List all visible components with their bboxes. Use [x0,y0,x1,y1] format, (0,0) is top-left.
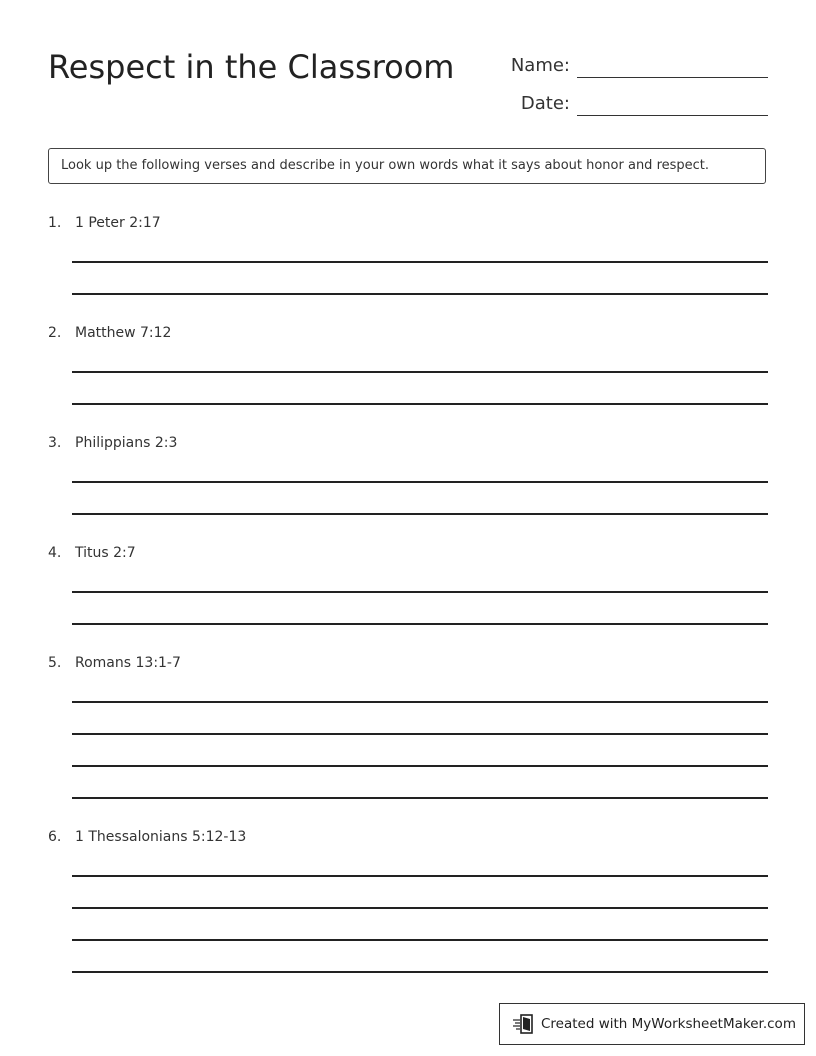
question-number: 4. [48,545,62,561]
date-label: Date: [520,93,570,114]
question-text: Philippians 2:3 [75,435,178,451]
question-2 [48,325,768,410]
footer-credit [499,1003,805,1045]
question-number: 3. [48,435,62,451]
answer-line[interactable] [72,971,768,973]
instructions-box: Look up the following verses and describe in your own words what it says about honor and respect. [48,148,766,184]
answer-line[interactable] [72,907,768,909]
answer-line[interactable] [72,403,768,405]
question-3 [48,435,768,520]
footer-text: Created with MyWorksheetMaker.com [541,1016,796,1032]
answer-line[interactable] [72,481,768,483]
question-number: 6. [48,829,62,845]
question-1 [48,215,768,300]
answer-line[interactable] [72,875,768,877]
answer-line[interactable] [72,765,768,767]
question-number: 1. [48,215,62,231]
question-6 [48,829,768,979]
worksheet-maker-logo-icon [512,1012,536,1036]
question-4 [48,545,768,630]
page-title: Respect in the Classroom [48,48,455,86]
answer-line[interactable] [72,591,768,593]
name-field[interactable] [500,48,768,78]
question-text: Romans 13:1-7 [75,655,181,671]
question-5 [48,655,768,805]
question-number: 2. [48,325,62,341]
answer-line[interactable] [72,513,768,515]
date-field[interactable] [500,86,768,116]
answer-line[interactable] [72,733,768,735]
answer-line[interactable] [72,371,768,373]
question-text: Titus 2:7 [75,545,136,561]
question-text: Matthew 7:12 [75,325,172,341]
question-number: 5. [48,655,62,671]
question-text: 1 Peter 2:17 [75,215,161,231]
answer-line[interactable] [72,939,768,941]
name-input-line[interactable] [577,77,768,78]
date-input-line[interactable] [577,115,768,116]
answer-line[interactable] [72,623,768,625]
answer-line[interactable] [72,293,768,295]
name-label: Name: [510,55,570,76]
answer-line[interactable] [72,797,768,799]
question-text: 1 Thessalonians 5:12-13 [75,829,247,845]
answer-line[interactable] [72,701,768,703]
answer-line[interactable] [72,261,768,263]
